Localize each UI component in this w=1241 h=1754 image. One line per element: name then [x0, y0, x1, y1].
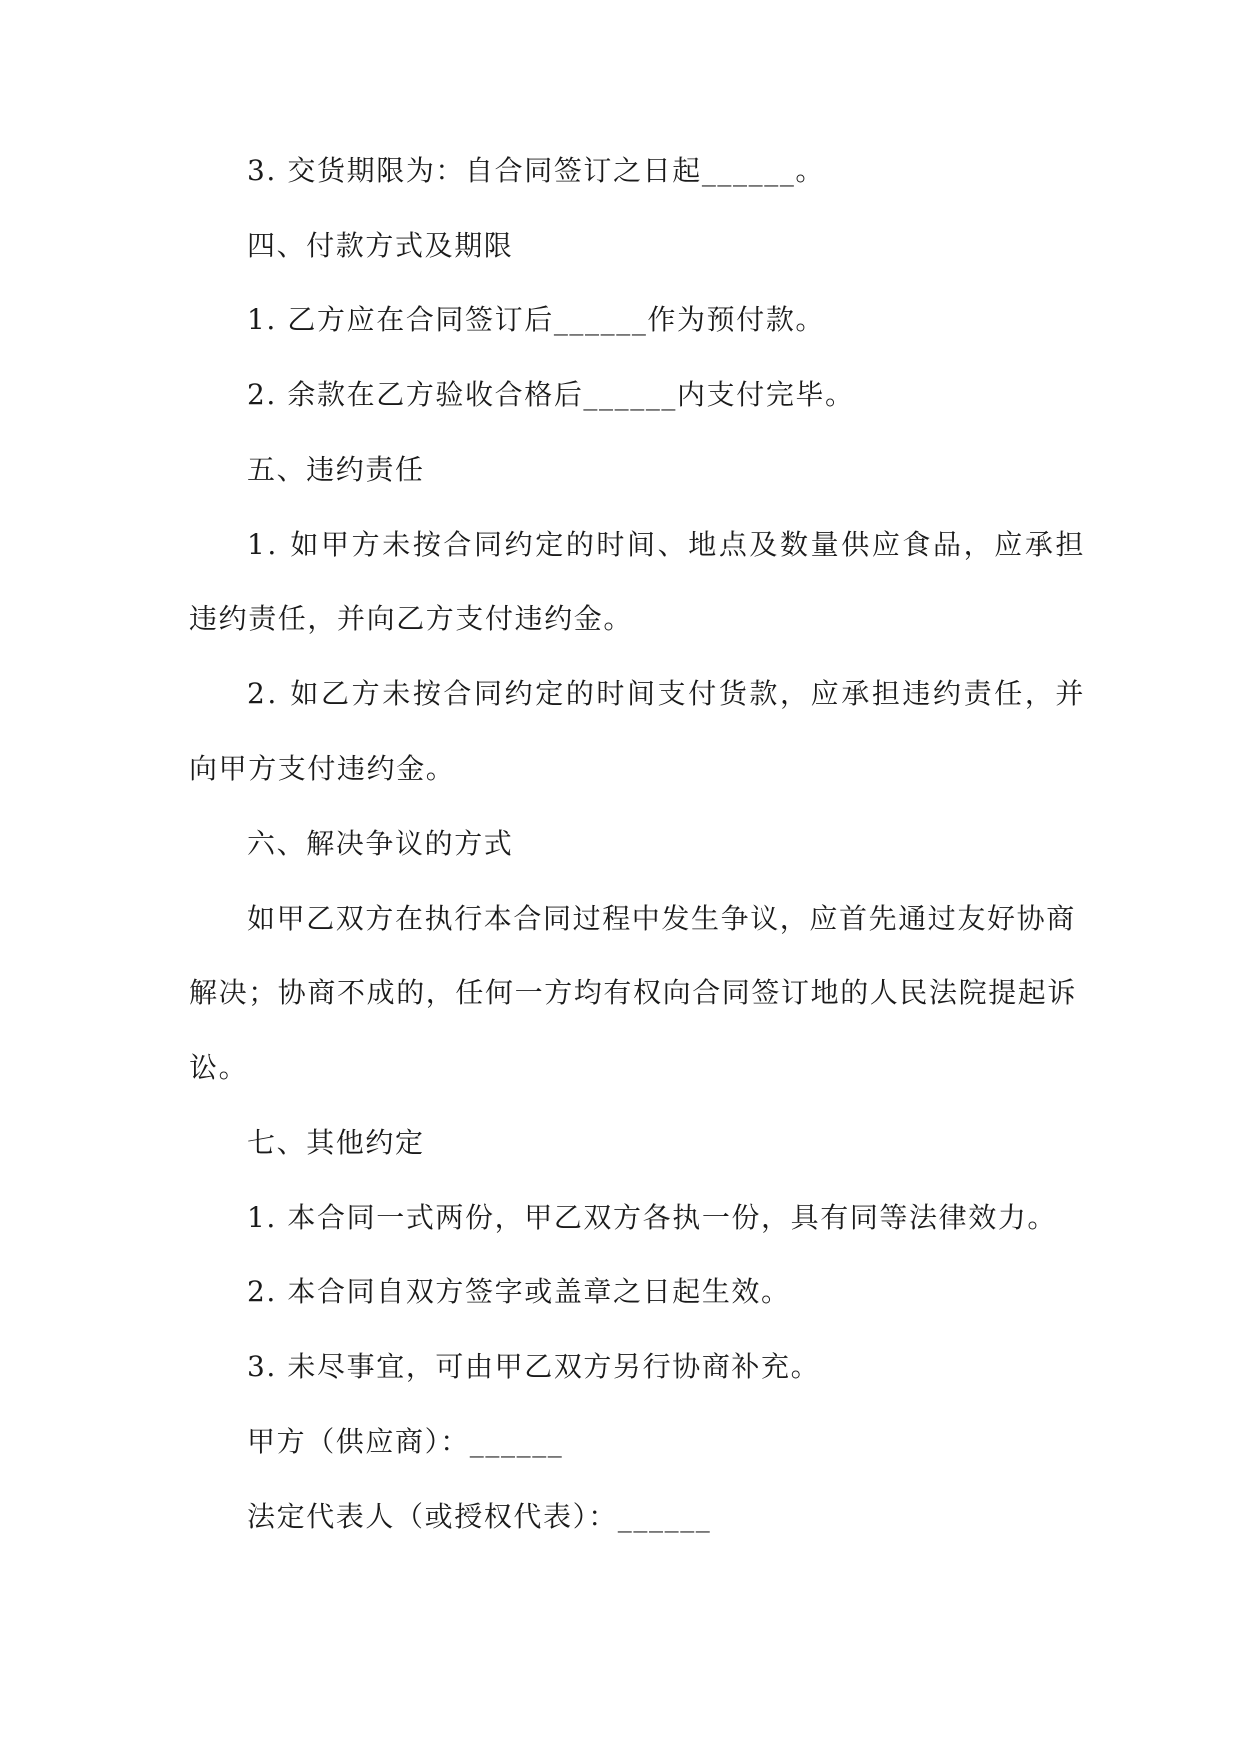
other-clause-2: 2. 本合同自双方签字或盖章之日起生效。: [247, 1275, 791, 1308]
liability-clause-2: 2. 如乙方未按合同约定的时间支付货款，应承担违约责任，并: [247, 677, 1087, 710]
section-heading-payment: 四、付款方式及期限: [247, 229, 514, 262]
liability-clause-1-cont: 违约责任，并向乙方支付违约金。: [189, 602, 634, 635]
legal-representative-line: 法定代表人（或授权代表）：______: [247, 1500, 712, 1533]
party-a-signature-line: 甲方（供应商）：______: [247, 1425, 564, 1458]
section-heading-liability: 五、违约责任: [247, 453, 425, 486]
other-clause-1: 1. 本合同一式两份，甲乙双方各执一份，具有同等法律效力。: [247, 1201, 1058, 1234]
other-clause-3: 3. 未尽事宜，可由甲乙双方另行协商补充。: [247, 1350, 821, 1383]
payment-clause-2: 2. 余款在乙方验收合格后______内支付完毕。: [247, 378, 855, 411]
dispute-paragraph: 如甲乙双方在执行本合同过程中发生争议，应首先通过友好协商: [247, 902, 1076, 935]
delivery-term-clause: 3. 交货期限为：自合同签订之日起______。: [247, 154, 826, 187]
section-heading-disputes: 六、解决争议的方式: [247, 827, 514, 860]
payment-clause-1: 1. 乙方应在合同签订后______作为预付款。: [247, 303, 826, 336]
dispute-paragraph-cont: 解决；协商不成的，任何一方均有权向合同签订地的人民法院提起诉: [189, 976, 1078, 1009]
liability-clause-1: 1. 如甲方未按合同约定的时间、地点及数量供应食品，应承担: [247, 528, 1087, 561]
section-heading-other: 七、其他约定: [247, 1126, 425, 1159]
liability-clause-2-cont: 向甲方支付违约金。: [189, 752, 456, 785]
dispute-paragraph-end: 讼。: [189, 1051, 249, 1084]
